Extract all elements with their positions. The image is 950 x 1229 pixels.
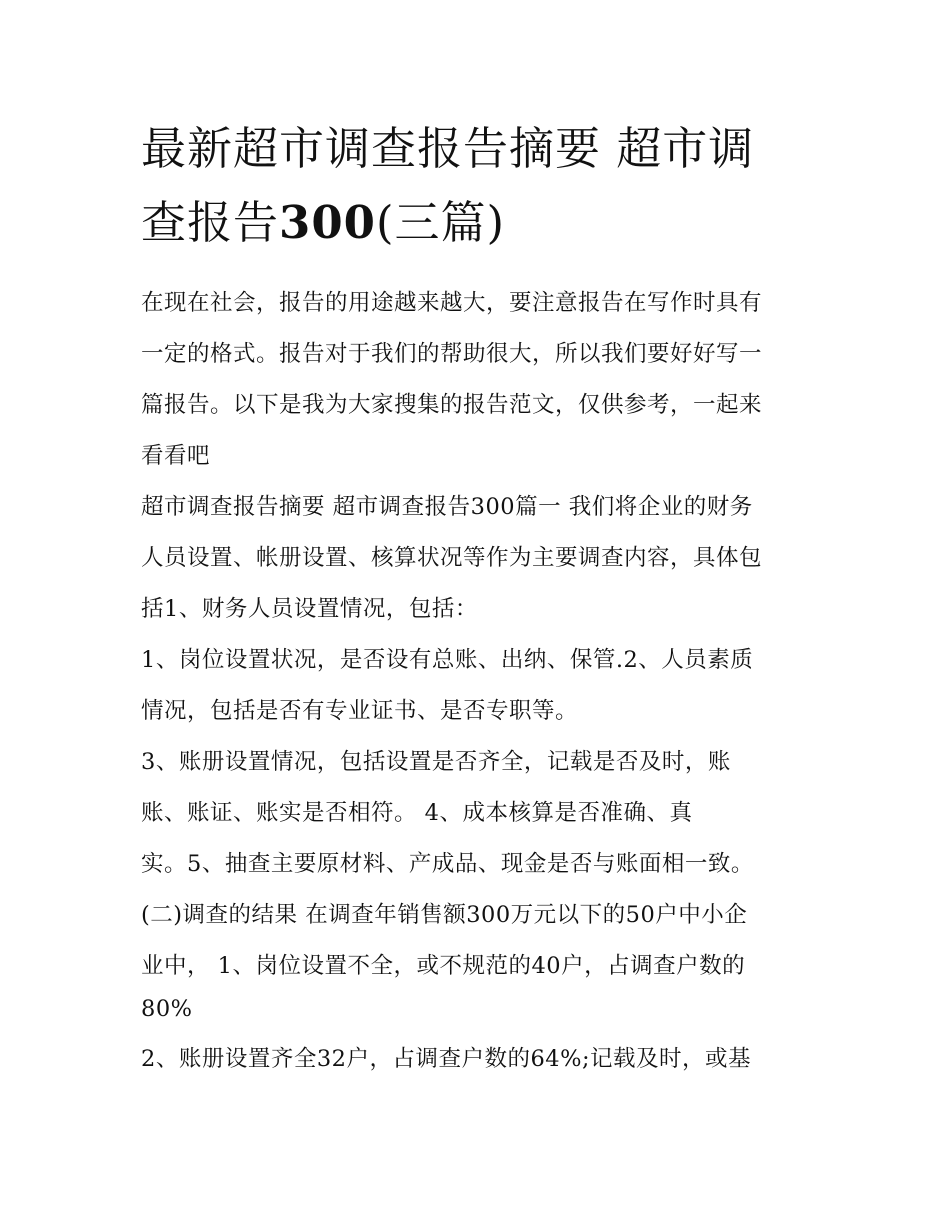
title-line-text: 查报告300(三篇) (141, 196, 506, 249)
document-title (141, 112, 813, 260)
text-line: 业中， 1、岗位设置不全，或不规范的40户，占调查户数的 (141, 953, 746, 979)
document-page (141, 112, 813, 1085)
text-line: 看看吧 (141, 443, 211, 469)
text-line: 一定的格式。报告对于我们的帮助很大，所以我们要好好写一 (141, 341, 763, 367)
text-line: 账、账证、账实是否相符。 4、成本核算是否准确、真 (141, 800, 693, 826)
paragraph-item-1-2 (141, 635, 813, 737)
text-line: 情况，包括是否有专业证书、是否专职等。 (141, 698, 579, 724)
text-line: (二)调查的结果 在调查年销售额300万元以下的50户中小企 (141, 902, 748, 928)
text-line: 人员设置、帐册设置、核算状况等作为主要调查内容，具体包 (141, 545, 763, 571)
paragraph-intro (141, 278, 813, 482)
text-line: 2、账册设置齐全32户，占调查户数的64%;记载及时，或基 (141, 1046, 752, 1072)
text-line: 超市调查报告摘要 超市调查报告300篇一 我们将企业的财务 (141, 494, 753, 520)
text-line: 80% (141, 996, 193, 1022)
text-line: 3、账册设置情况，包括设置是否齐全，记载是否及时，账 (141, 749, 731, 775)
title-number: 300 (279, 196, 376, 249)
text-line: 括1、财务人员设置情况，包括： (141, 596, 478, 622)
paragraph-item-3-5 (141, 737, 813, 890)
text-line: 实。5、抽查主要原材料、产成品、现金是否与账面相一致。 (141, 851, 754, 877)
text-line: 在现在社会，报告的用途越来越大，要注意报告在写作时具有 (141, 290, 763, 316)
text-line: 1、岗位设置状况，是否设有总账、出纳、保管.2、人员素质 (141, 647, 754, 673)
text-line: 篇报告。以下是我为大家搜集的报告范文，仅供参考，一起来 (141, 392, 763, 418)
title-line (141, 186, 813, 260)
document-body (141, 278, 813, 1085)
title-line: 最新超市调查报告摘要 超市调 (141, 122, 755, 175)
paragraph-section-1 (141, 482, 813, 635)
paragraph-result-2 (141, 1034, 813, 1085)
paragraph-results (141, 890, 813, 1026)
